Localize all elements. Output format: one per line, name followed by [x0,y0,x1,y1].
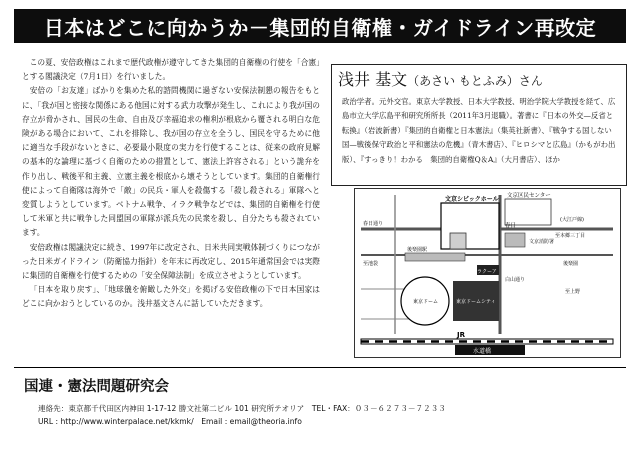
map-label-fire: 文京消防署 [529,239,555,245]
korakuen-station [405,253,465,261]
contact-web[interactable]: URL : http://www.winterpalace.net/kkmk/ Email : email@theoria.info [38,417,302,426]
page-title: 日本はどこに向かうか－集団的自衛権・ガイドライン再改定 [43,15,597,40]
map-label-oedo: (大江戸線) [560,217,584,223]
map-label-venue: 文京シビックホール [445,196,499,203]
speaker-profile [331,64,627,186]
map-label-kasuga-st: 春日通り [363,221,384,227]
venue-building [450,233,466,249]
speaker-reading: （あさい もとふみ）さん [407,74,543,88]
org-name: 国連・憲法問題研究会 [24,379,169,395]
body-text [22,56,320,312]
fire-station [505,233,525,247]
kumin-center-block [505,199,551,225]
body-paragraph: 安倍政権は閣議決定に続き、1997年に改定され、日米共同実戦体制づくりにつながった日米ガイドライン（防衛協力指針）を年末に再改定し、2015年通常国会では実際に集団的自衛権を行使するための「安全保障法制」を成立させようとしています。 [22,242,320,281]
speaker-bio: 政治学者。元外交官。東京大学教授、日本大学教授、明治学院大学教授を経て、広島市立大学広島平和研究所所長（2011年3月退職）。著書に『日本の外交—反省と転換』（岩波新書）『集団的自衛権と日本憲法』（集英社新書）、『戦争する国しない国—戦後保守政治と平和憲法の危機』（青木書店）、『ヒロシマと広島』（かもがわ出版）、『すっきり！わかる 集団的自衛権Q＆A』（大月書店）、ほか [342,97,616,164]
map-label-korakuen: 後楽園 [563,261,579,267]
map-label-to-ueno: 至上野 [565,289,581,295]
map-label-korakuen-st: 後楽園駅 [407,247,428,253]
venue-map [354,188,621,358]
map-label-kumin: 文京区民センター [507,193,551,199]
speaker-name: 浅井 基文 [338,70,408,89]
title-bar [14,9,626,43]
footer-divider [14,367,626,368]
map-label-to-ikebukuro: 至池袋 [363,261,379,267]
body-paragraph: 安倍の「お友達」ばかりを集めた私的諮問機関に過ぎない安保法制懇の報告をもとに、「我が国と密接な関係にある他国に対する武力攻撃が発生し、これにより我が国の存立が脅かされ、国民の生命、自由及び幸福追求の権利が根底から覆される明白な危険がある場合において、これを排除し、我が国の存立を全うし、国民を守るために他に適当な手段がないときに、必要最小限度の実力を行使することは、従来の政府見解の基本的な論理に基づく自衛のための措置として、憲法上許容される」という詭弁を作り出し、戦後平和主義、立憲主義を根底から壊そうとしています。集団的自衛権行使によって自衛隊は海外で「敵」の民兵・軍人を殺傷する「殺し殺される」軍隊へと変質しようとしています。ベトナム戦争、イラク戦争などでは、集団的自衛権を行使して米軍と共に戦争した同盟国の軍隊が派兵先の民衆を殺し、自分たちも殺されています。 [22,86,320,238]
contact-block [38,402,446,428]
body-paragraph: この夏、安倍政権はこれまで歴代政権が遵守してきた集団的自衛権の行使を「合憲」とする閣議決定（7月1日）を行いました。 [22,58,320,82]
map-label-dome-city: 東京ドームシティ [456,299,496,305]
map-svg [355,189,620,357]
map-label-hakusan: 白山通り [505,277,526,283]
body-paragraph: 「日本を取り戻す」、「地球儀を俯瞰した外交」を掲げる安倍政権の下で日本国家はどこに向かおうとしているのか。浅井基文さんに話していただきます。 [22,285,320,309]
speaker-name-line [338,67,543,90]
map-label-dome: 東京ドーム [413,299,439,305]
map-label-to-hongo: 至本郷三丁目 [555,233,586,239]
map-label-suidobashi: 水道橋 [473,348,492,355]
map-label-lacua: ラクーア [477,269,497,275]
map-label-jr: JR [457,331,465,339]
contact-address: 連絡先：東京都千代田区内神田 1-17-12 勝文社第二ビル 101 研究所テオリア TEL・FAX：０３－６２７３－７２３３ [38,404,446,413]
map-label-kasuga: 春日 [505,223,517,229]
